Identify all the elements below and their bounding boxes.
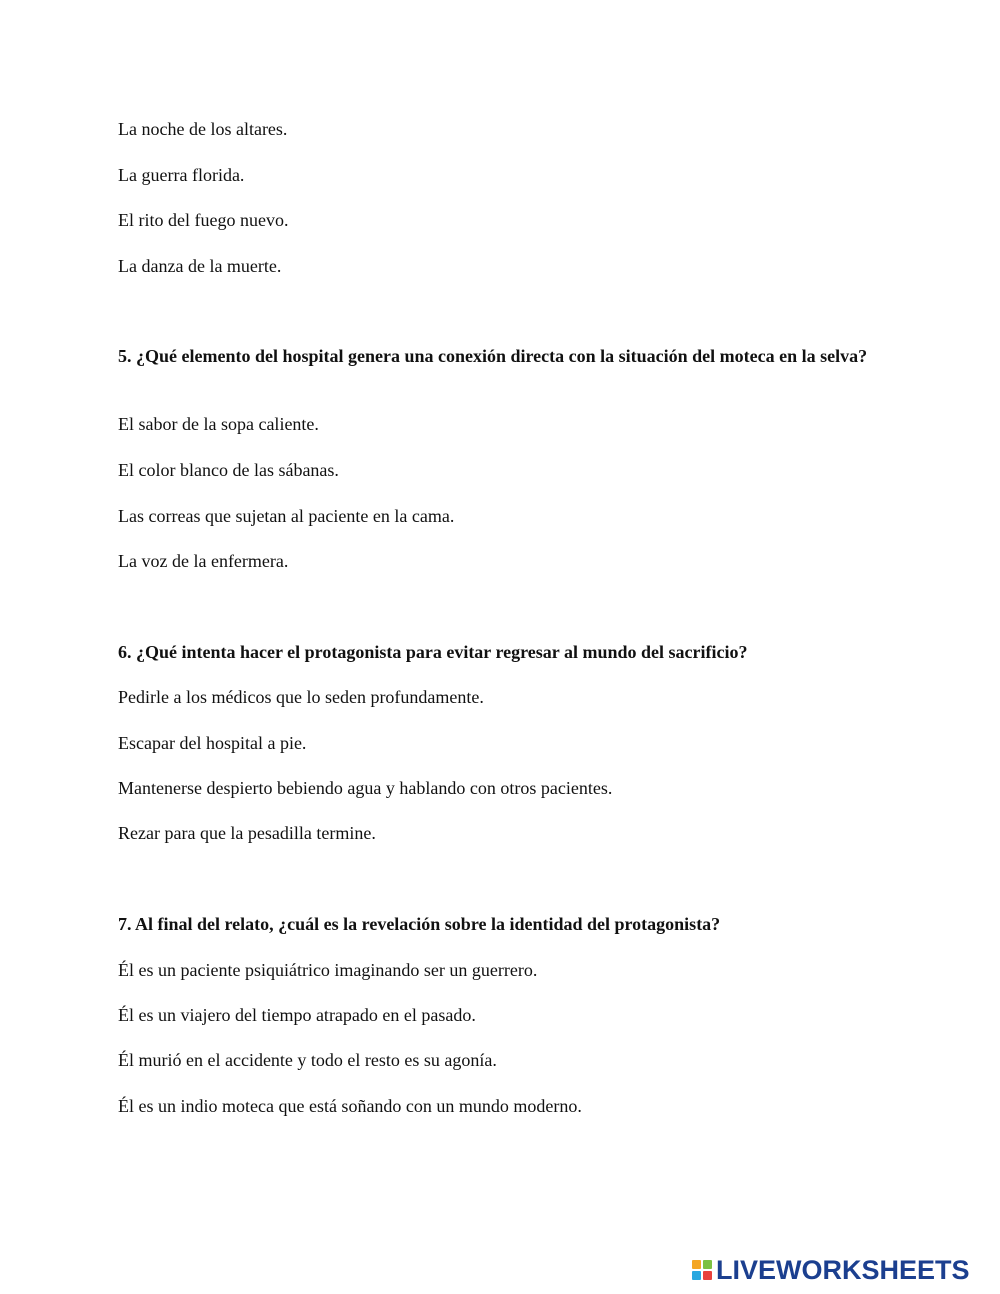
q5-option-4: La voz de la enfermera. (118, 551, 289, 571)
q6-option-3: Mantenerse despierto bebiendo agua y hablando con otros pacientes. (118, 778, 613, 798)
q4-option-1: La noche de los altares. (118, 119, 288, 139)
q6-question: 6. ¿Qué intenta hacer el protagonista para evitar regresar al mundo del sacrificio? (118, 642, 748, 662)
liveworksheets-logo (692, 1255, 970, 1285)
q7-option-1: Él es un paciente psiquiátrico imaginando ser un guerrero. (118, 960, 538, 980)
q6-option-4: Rezar para que la pesadilla termine. (118, 823, 376, 843)
q5-option-1: El sabor de la sopa caliente. (118, 414, 319, 434)
logo-block-icon (692, 1260, 701, 1269)
logo-blocks-icon (692, 1260, 712, 1280)
q6-option-2: Escapar del hospital a pie. (118, 733, 307, 753)
logo-block-icon (703, 1260, 712, 1269)
q6-option-1: Pedirle a los médicos que lo seden profundamente. (118, 687, 484, 707)
logo-text: LIVEWORKSHEETS (716, 1255, 970, 1285)
logo-block-icon (703, 1271, 712, 1280)
q4-option-2: La guerra florida. (118, 165, 245, 185)
q7-option-4: Él es un indio moteca que está soñando con un mundo moderno. (118, 1096, 582, 1116)
logo-block-icon (692, 1271, 701, 1280)
q7-option-3: Él murió en el accidente y todo el resto es su agonía. (118, 1050, 497, 1070)
q4-option-3: El rito del fuego nuevo. (118, 210, 289, 230)
q5-question: 5. ¿Qué elemento del hospital genera una conexión directa con la situación del moteca en la selva? (118, 346, 868, 366)
q5-option-3: Las correas que sujetan al paciente en la cama. (118, 506, 455, 526)
q4-option-4: La danza de la muerte. (118, 256, 282, 276)
q7-question: 7. Al final del relato, ¿cuál es la revelación sobre la identidad del protagonista? (118, 914, 721, 934)
q5-option-2: El color blanco de las sábanas. (118, 460, 339, 480)
q7-option-2: Él es un viajero del tiempo atrapado en el pasado. (118, 1005, 476, 1025)
